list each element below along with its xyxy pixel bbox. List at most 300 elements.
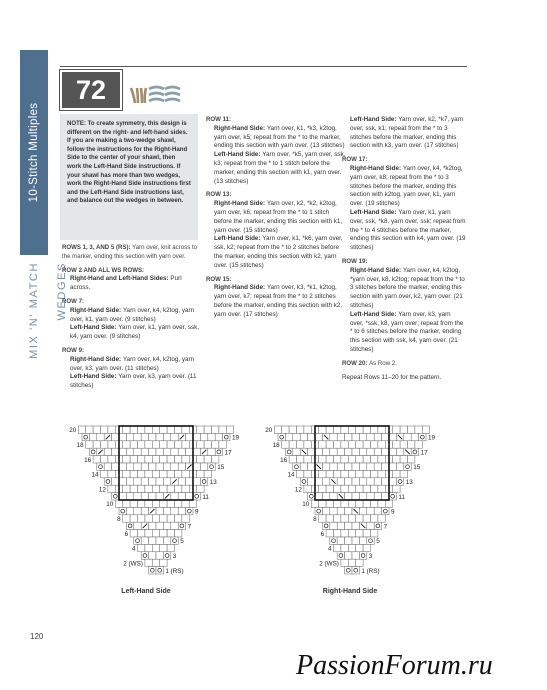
chart-cell <box>319 470 326 477</box>
chart-cell <box>319 426 326 433</box>
chart-cell <box>341 500 348 507</box>
chart-cell <box>356 530 363 537</box>
chart-cell <box>152 530 159 537</box>
chart-cell <box>374 493 381 500</box>
chart-cell <box>356 470 363 477</box>
chart-cell <box>330 537 337 544</box>
row-label: 8 <box>117 516 121 523</box>
chart-cell <box>308 448 315 455</box>
chart-cell <box>326 485 333 492</box>
chart-cell <box>171 507 178 514</box>
chart-cell <box>359 493 366 500</box>
chart-cell <box>334 500 341 507</box>
chart-cell <box>359 552 366 559</box>
chart-cell <box>322 448 329 455</box>
chart-cell <box>408 426 415 433</box>
chart-cell <box>348 441 355 448</box>
chart-cell <box>200 463 207 470</box>
row-label: 12 <box>98 486 106 494</box>
chart-cell <box>308 463 315 470</box>
chart-cell <box>334 441 341 448</box>
chart-cell <box>186 493 193 500</box>
chart-cell <box>112 448 119 455</box>
chart-cell <box>341 544 348 551</box>
chart-cell <box>115 500 122 507</box>
chart-cell <box>123 470 130 477</box>
chart-cell <box>78 426 85 433</box>
chart-cell <box>352 448 359 455</box>
chart-cell <box>134 448 141 455</box>
chart-cell <box>167 470 174 477</box>
chart-cell <box>138 530 145 537</box>
chart-cell <box>389 478 396 485</box>
row-label: 10 <box>106 501 114 509</box>
chart-cell <box>389 493 396 500</box>
chart-cell <box>363 441 370 448</box>
chart-cell <box>215 433 222 440</box>
chart-cell <box>141 478 148 485</box>
chart-cell <box>297 426 304 433</box>
chart-cell <box>363 426 370 433</box>
chart-cell <box>334 515 341 522</box>
chart-cell <box>378 426 385 433</box>
instruction-text: Yarn over, k4, k2tog, yarn over, k3, yarn over. (11 stitches) <box>70 355 195 372</box>
chart-cell <box>130 426 137 433</box>
row-label: 17 <box>224 449 232 457</box>
instruction-line <box>62 356 202 374</box>
chart-cell <box>160 559 167 566</box>
chart-cell <box>82 433 89 440</box>
chart-cell <box>193 463 200 470</box>
chart-cell <box>134 463 141 470</box>
chart-cell <box>126 448 133 455</box>
chart-cell <box>382 448 389 455</box>
row-label: 20 <box>265 427 273 435</box>
chart-cell <box>341 426 348 433</box>
header-rule <box>60 66 467 67</box>
chart-cell <box>371 441 378 448</box>
row-heading: ROW 7: <box>62 297 85 305</box>
chart-cell <box>163 537 170 544</box>
chart-cell <box>308 433 315 440</box>
chart-cell <box>363 470 370 477</box>
chart-cell <box>315 493 322 500</box>
chart-cell <box>348 500 355 507</box>
chart-cell <box>126 463 133 470</box>
chart-cell <box>126 478 133 485</box>
chart-cell <box>119 448 126 455</box>
chart-cell <box>197 441 204 448</box>
chart-cell <box>149 433 156 440</box>
chart-cell <box>359 433 366 440</box>
watermark: PassionForum.ru <box>296 650 493 681</box>
chart-cell <box>334 426 341 433</box>
chart-caption-left: Left-Hand Side <box>121 588 171 595</box>
side-label: Left-Hand Side: <box>350 116 399 123</box>
chart-cell <box>382 433 389 440</box>
chapter-label-block <box>20 262 68 382</box>
chart-cell <box>186 448 193 455</box>
instruction-text: Yarn over, k2, *k2, k2tog, yarn over, k6; repeat from the * to 1 stitch before the marker, ending this section with k1, yarn over. (15 stitches) <box>214 200 343 234</box>
chart-cell <box>337 478 344 485</box>
row-label: 2 (WS) <box>319 560 339 568</box>
chart-cell <box>282 441 289 448</box>
chart-cell <box>326 456 333 463</box>
chart-cell <box>156 448 163 455</box>
row-heading: ROW 2 AND ALL WS ROWS: <box>62 266 145 274</box>
row-heading: ROW 9: <box>62 346 85 354</box>
chart-cell <box>293 448 300 455</box>
chart-cell <box>126 522 133 529</box>
chart-cell <box>138 515 145 522</box>
chart-cell <box>404 463 411 470</box>
chart-cell <box>145 441 152 448</box>
row-label: 19 <box>428 434 436 442</box>
chart-cell <box>193 448 200 455</box>
chart-cell <box>149 567 156 574</box>
chart-cell <box>152 515 159 522</box>
chart-cell <box>330 493 337 500</box>
chart-cell <box>341 515 348 522</box>
side-label: Left-Hand Side: <box>350 208 399 216</box>
instructions-column-2 <box>206 116 346 320</box>
chart-cell <box>175 426 182 433</box>
chart-cell <box>208 433 215 440</box>
chart-cell <box>134 522 141 529</box>
chart-cell <box>359 448 366 455</box>
chart-cell <box>356 426 363 433</box>
row-label: 4 <box>327 545 332 553</box>
chart-cell <box>93 456 100 463</box>
chart-cell <box>163 433 170 440</box>
chart-cell <box>393 456 400 463</box>
row-label: 15 <box>413 464 421 472</box>
chart-cell <box>126 507 133 514</box>
swatch-icon-blue-2 <box>164 86 181 104</box>
side-label: Right-Hand Side: <box>350 266 403 274</box>
chart-cell <box>400 456 407 463</box>
chart-cell <box>152 544 159 551</box>
chart-cell <box>300 463 307 470</box>
chart-cell <box>374 463 381 470</box>
chart-cell <box>149 478 156 485</box>
chart-cell <box>160 530 167 537</box>
row-heading: ROW 20: As Row 2. <box>342 359 397 367</box>
instruction-text: Yarn over, k4, k2tog, yarn over, k1, yarn over. (9 stitches) <box>70 306 195 323</box>
chart-cell <box>308 493 315 500</box>
chart-cell <box>182 485 189 492</box>
side-label: Right-Hand Side: <box>350 164 403 172</box>
chart-cell <box>167 500 174 507</box>
chart-cell <box>119 493 126 500</box>
row-label: 1 (RS) <box>361 567 380 575</box>
chart-cell <box>108 470 115 477</box>
chart-cell <box>108 456 115 463</box>
chart-cell <box>204 426 211 433</box>
chart-cell <box>156 567 163 574</box>
chart-cell <box>130 485 137 492</box>
chart-cell <box>104 448 111 455</box>
row-label: 7 <box>187 523 192 531</box>
chart-cell <box>112 463 119 470</box>
chart-cell <box>171 537 178 544</box>
chart-cell <box>138 485 145 492</box>
chart-cell <box>322 493 329 500</box>
row-label: 3 <box>368 553 373 560</box>
chart-cell <box>193 478 200 485</box>
chart-cell <box>130 515 137 522</box>
chart-cell <box>285 448 292 455</box>
chart-cell <box>145 485 152 492</box>
instruction-line <box>342 267 466 311</box>
chart-cell <box>101 456 108 463</box>
chart-cell <box>359 478 366 485</box>
chart-cell <box>208 448 215 455</box>
chart-cell <box>182 456 189 463</box>
instruction-line <box>206 151 346 186</box>
row-heading: ROW 13: <box>206 191 232 199</box>
chart-cell <box>152 559 159 566</box>
chart-cell <box>378 500 385 507</box>
chart-cell <box>160 515 167 522</box>
chart-cell <box>141 552 148 559</box>
chart-cell <box>175 456 182 463</box>
chart-cell <box>200 478 207 485</box>
chart-cell <box>367 433 374 440</box>
chart-cell <box>367 537 374 544</box>
chart-cell <box>119 463 126 470</box>
chart-cell <box>367 507 374 514</box>
chart-cell <box>112 433 119 440</box>
chart-cell <box>178 522 185 529</box>
chart-cell <box>223 433 230 440</box>
chart-cell <box>119 507 126 514</box>
row-label: 6 <box>124 530 129 538</box>
chart-cell <box>322 522 329 529</box>
chart-cell <box>352 433 359 440</box>
chart-cell <box>315 478 322 485</box>
chart-cell <box>171 433 178 440</box>
chart-cell <box>89 433 96 440</box>
chart-cell <box>152 470 159 477</box>
chart-cell <box>189 500 196 507</box>
chart-cell <box>171 522 178 529</box>
chart-cell <box>293 433 300 440</box>
chart-cell <box>167 441 174 448</box>
row-label: 18 <box>272 442 280 449</box>
chart-cell <box>363 456 370 463</box>
chart-cell <box>215 448 222 455</box>
chart-cell <box>371 456 378 463</box>
chart-cell <box>315 448 322 455</box>
chart-cell <box>293 463 300 470</box>
chart-cell <box>123 500 130 507</box>
row-label: 16 <box>280 456 288 464</box>
swatch-icon-blue <box>148 86 165 104</box>
chart-cell <box>208 463 215 470</box>
chart-cell <box>304 456 311 463</box>
side-label: Right-Hand Side: <box>70 355 123 363</box>
chart-cell <box>175 515 182 522</box>
chart-cell <box>112 478 119 485</box>
note-text: NOTE: To create symmetry, this design is different on the right- and left-hand sides. If you are making a two-wedge shawl, follow the instructions for the Right-Hand Side to the center of your shawl, then work the Left-Hand Side instructions. If your shawl has more than two wedges, work the Right-Hand Side instructions first and the Left-Hand Side instructions last, and balance out the wedges in between. <box>67 120 191 205</box>
chart-cell <box>138 500 145 507</box>
chart-cell <box>356 544 363 551</box>
chart-cell <box>141 463 148 470</box>
chart-cell <box>326 500 333 507</box>
chart-cell <box>282 426 289 433</box>
pattern-number: 72 <box>60 70 122 110</box>
chart-cell <box>367 463 374 470</box>
row-label: 14 <box>91 471 99 479</box>
chart-cell <box>175 530 182 537</box>
chart-cell <box>178 478 185 485</box>
chart-cell <box>348 544 355 551</box>
chart-cell <box>152 456 159 463</box>
chart-cell <box>322 478 329 485</box>
chart-cell <box>123 515 130 522</box>
instruction-text: Yarn over, k1, yarn over, ssk, k4, yarn over. (9 stitches) <box>70 324 200 341</box>
chart-cell <box>415 441 422 448</box>
chart-cell <box>178 493 185 500</box>
chart-cell <box>156 522 163 529</box>
chart-cell <box>160 485 167 492</box>
chart-cell <box>197 485 204 492</box>
chart-cell <box>197 456 204 463</box>
chart-cell <box>149 552 156 559</box>
swatch-icon-brown <box>130 86 147 104</box>
chart-cell <box>182 500 189 507</box>
closing-text: Repeat Rows 11–20 for the pattern. <box>342 373 442 381</box>
row-label: 4 <box>131 545 136 553</box>
chart-cell <box>160 441 167 448</box>
chart-cell <box>389 448 396 455</box>
chart-cell <box>367 448 374 455</box>
chart-cell <box>304 441 311 448</box>
chart-cell <box>186 433 193 440</box>
chart-cell <box>289 426 296 433</box>
chart-cell <box>171 448 178 455</box>
chart-cell <box>182 426 189 433</box>
chart-cell <box>341 559 348 566</box>
instruction-text: Purl across. <box>70 275 182 292</box>
chart-cell <box>367 493 374 500</box>
row-label: 18 <box>76 442 84 449</box>
chart-cell <box>371 485 378 492</box>
chart-cell <box>289 456 296 463</box>
chart-cell <box>141 493 148 500</box>
chart-cell <box>101 470 108 477</box>
chart-cell <box>193 433 200 440</box>
chart-cell <box>226 426 233 433</box>
chart-cell <box>400 426 407 433</box>
row-label: 3 <box>172 553 177 560</box>
chart-cell <box>341 530 348 537</box>
chart-cell <box>152 485 159 492</box>
row-label: 16 <box>84 456 92 464</box>
chart-cell <box>167 530 174 537</box>
chart-cell <box>319 456 326 463</box>
chart-cell <box>322 463 329 470</box>
chart-cell <box>163 448 170 455</box>
row-heading: ROW 11: <box>206 116 232 123</box>
chart-cell <box>356 500 363 507</box>
row-label: 11 <box>398 493 405 501</box>
chart-cell <box>374 433 381 440</box>
chart-cell <box>304 426 311 433</box>
chart-cell <box>367 522 374 529</box>
instruction-text: Yarn over, k3, yarn over, *ssk, k8, yarn over; repeat from the * to 6 stitches before the marker, ending this section with ssk, k4, yarn over. (21 stitches) <box>350 310 464 353</box>
chart-cell <box>182 515 189 522</box>
chart-cell <box>341 456 348 463</box>
chart-cell <box>145 515 152 522</box>
chart-cell <box>163 522 170 529</box>
chart-cell <box>378 485 385 492</box>
chart-cell <box>212 441 219 448</box>
chart-cell <box>101 441 108 448</box>
chart-cell <box>304 470 311 477</box>
instruction-text: Yarn over, k3, yarn over. (11 stitches) <box>70 373 197 390</box>
chart-cell <box>337 552 344 559</box>
chart-cell <box>382 493 389 500</box>
instruction-line <box>342 116 466 151</box>
chart-cell <box>378 456 385 463</box>
chart-cell <box>145 544 152 551</box>
chart-cell <box>160 456 167 463</box>
chart-cell <box>134 478 141 485</box>
chart-cell <box>330 433 337 440</box>
chart-cell <box>285 433 292 440</box>
chart-cell <box>163 507 170 514</box>
row-heading: ROWS 1, 3, AND 5 (RS): Yarn over, knit across to the marker, ending this section with yarn over. <box>62 244 198 260</box>
chart-cell <box>108 485 115 492</box>
chart-cell <box>186 507 193 514</box>
chart-cell <box>348 456 355 463</box>
chart-cell <box>123 485 130 492</box>
chart-cell <box>371 470 378 477</box>
chart-cell <box>182 470 189 477</box>
chart-cell <box>374 522 381 529</box>
section-tab <box>20 50 48 255</box>
chart-cell <box>326 530 333 537</box>
section-title: 10-Stitch Multiples <box>28 102 40 203</box>
chart-cell <box>415 426 422 433</box>
instruction-text: Yarn over, k4, k2tog, *yarn over, k8, k2tog; repeat from the * to 3 stitches before the marker, ending this section with yarn over, k2, yarn over. (21 stitches) <box>350 266 465 309</box>
chart-cell <box>178 448 185 455</box>
chart-cell <box>130 441 137 448</box>
chart-cell <box>104 463 111 470</box>
chart-cell <box>134 493 141 500</box>
chart-cell <box>326 426 333 433</box>
chart-cell <box>411 448 418 455</box>
chart-cell <box>363 544 370 551</box>
side-label: Left-Hand Side: <box>350 310 399 318</box>
chart-cell <box>112 493 119 500</box>
chart-cell <box>149 463 156 470</box>
instruction-line <box>342 311 466 355</box>
chart-cell <box>382 478 389 485</box>
chart-cell <box>145 456 152 463</box>
chart-cell <box>330 448 337 455</box>
chart-cell <box>193 493 200 500</box>
row-label: 17 <box>420 449 428 457</box>
chart-cell <box>175 470 182 477</box>
chart-cell <box>371 515 378 522</box>
side-label: Left-Hand Side: <box>70 373 119 381</box>
side-label: Left-Hand Side: <box>214 151 263 159</box>
chart-cell <box>337 433 344 440</box>
chart-cell <box>393 441 400 448</box>
